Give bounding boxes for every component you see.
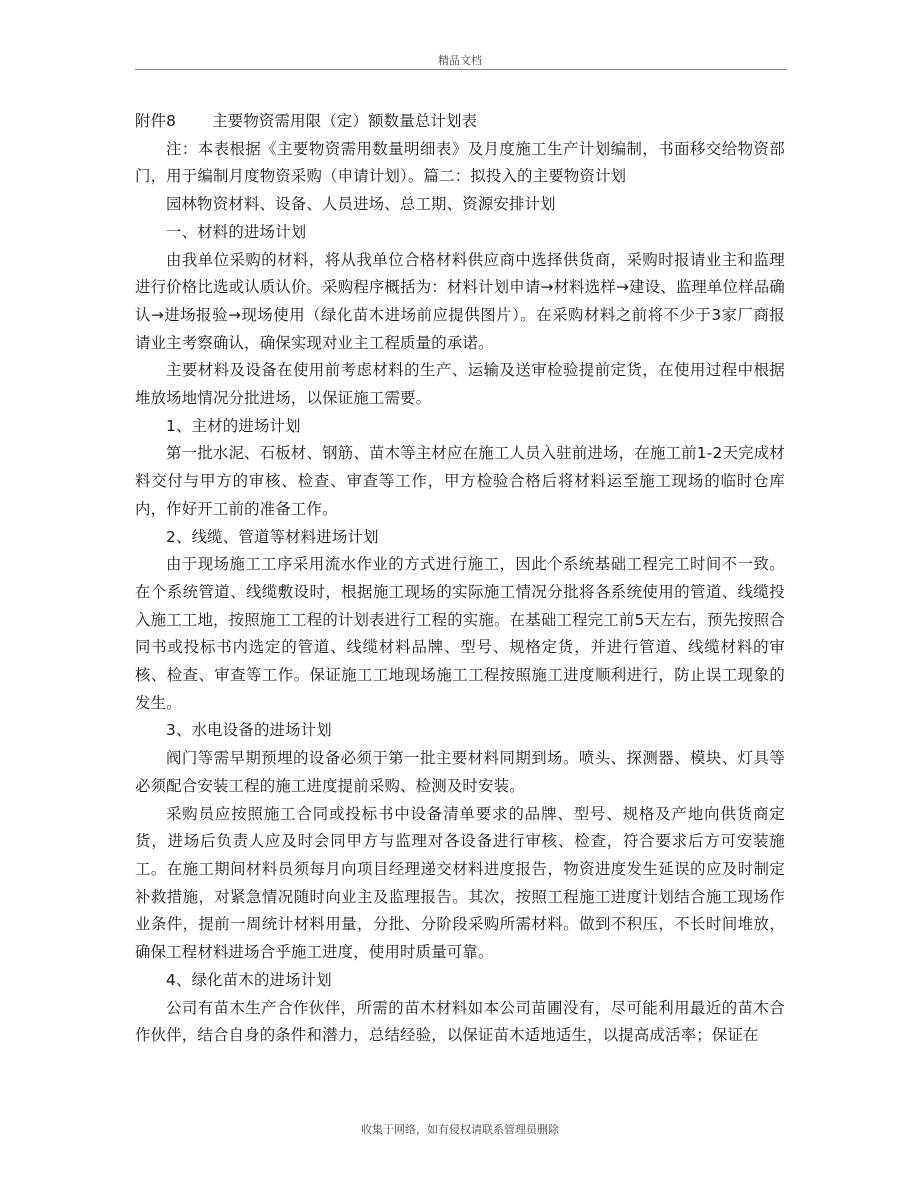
body-paragraph: 阀门等需早期预埋的设备必须于第一批主要材料同期到场。喷头、探测器、模块、灯具等必须配合安装工程的施工进度提前采购、检测及时安装。 [135,749,785,795]
subsection-heading: 2、线缆、管道等材料进场计划 [166,527,379,546]
subsection-heading: 1、主材的进场计划 [166,416,301,435]
subsection-heading: 3、水电设备的进场计划 [166,721,332,740]
body-paragraph: 由于现场施工工序采用流水作业的方式进行施工，因此个系统基础工程完工时间不一致。在个系统管道、线缆敷设时，根据施工现场的实际施工情况分批将各系统使用的管道、线缆投入施工工地，按照施工工程的计划表进行工程的实施。在基础工程完工前5天左右，预先按照合同书或投标书内选定的管道、线缆材料品牌、型号、规格定货，并进行管道、线缆材料的审核、检查、审查等工作。保证施工工地现场施工工程按照施工进度顺利进行，防止误工现象的发生。 [135,555,785,712]
attachment-label: 附件8 [135,112,177,130]
section-heading: 园林物资材料、设备、人员进场、总工期、资源安排计划 [166,195,556,214]
document-body [135,108,785,1050]
body-paragraph: 主要材料及设备在使用前考虑材料的生产、运输及送审检验提前定货，在使用过程中根据堆放场地情况分批进场，以保证施工需要。 [135,361,785,408]
body-paragraph: 公司有苗木生产合作伙伴，所需的苗木材料如本公司苗圃没有，尽可能利用最近的苗木合作伙伴，结合自身的条件和潜力，总结经验，以保证苗木适地适生，以提高成活率；保证在 [135,998,785,1045]
header-divider [135,69,787,70]
body-paragraph: 采购员应按照施工合同或投标书中设备清单要求的品牌、型号、规格及产地向供货商定货，进场后负责人应及时会同甲方与监理对各设备进行审核、检查，符合要求后方可安装施工。在施工期间材料员须每月向项目经理递交材料进度报告，物资进度发生延误的应及时制定补救措施，对紧急情况随时向业主及监理报告。其次，按照工程施工进度计划结合施工现场作业条件，提前一周统计材料用量，分批、分阶段采购所需材料。做到不积压，不长时间堆放，确保工程材料进场合乎施工进度，使用时质量可靠。 [135,804,785,962]
page-footer: 收集于网络，如有侵权请联系管理员删除 [361,1123,559,1136]
attachment-title [135,108,785,136]
section-heading: 一、材料的进场计划 [166,222,307,241]
body-paragraph: 第一批水泥、石板材、钢筋、苗木等主材应在施工人员入驻前进场，在施工前1-2天完成材料交付与甲方的审核、检查、审查等工作，甲方检验合格后将材料运至施工现场的临时仓库内，作好开工前的准备工作。 [135,444,785,518]
body-paragraph: 由我单位采购的材料，将从我单位合格材料供应商中选择供货商，采购时报请业主和监理进行价格比选或认质认价。采购程序概括为：材料计划申请→材料选样→建设、监理单位样品确认→进场报验→现场使用（绿化苗木进场前应提供图片）。在采购材料之前将不少于3家厂商报请业主考察确认，确保实现对业主工程质量的承诺。 [135,250,785,352]
subsection-heading: 4、绿化苗木的进场计划 [166,970,332,989]
note-paragraph: 注：本表根据《主要物资需用数量明细表》及月度施工生产计划编制，书面移交给物资部门，用于编制月度物资采购（申请计划）。篇二：拟投入的主要物资计划 [135,139,785,186]
page-header: 精品文档 [438,54,482,67]
attachment-title-text: 主要物资需用限（定）额数量总计划表 [212,112,478,130]
